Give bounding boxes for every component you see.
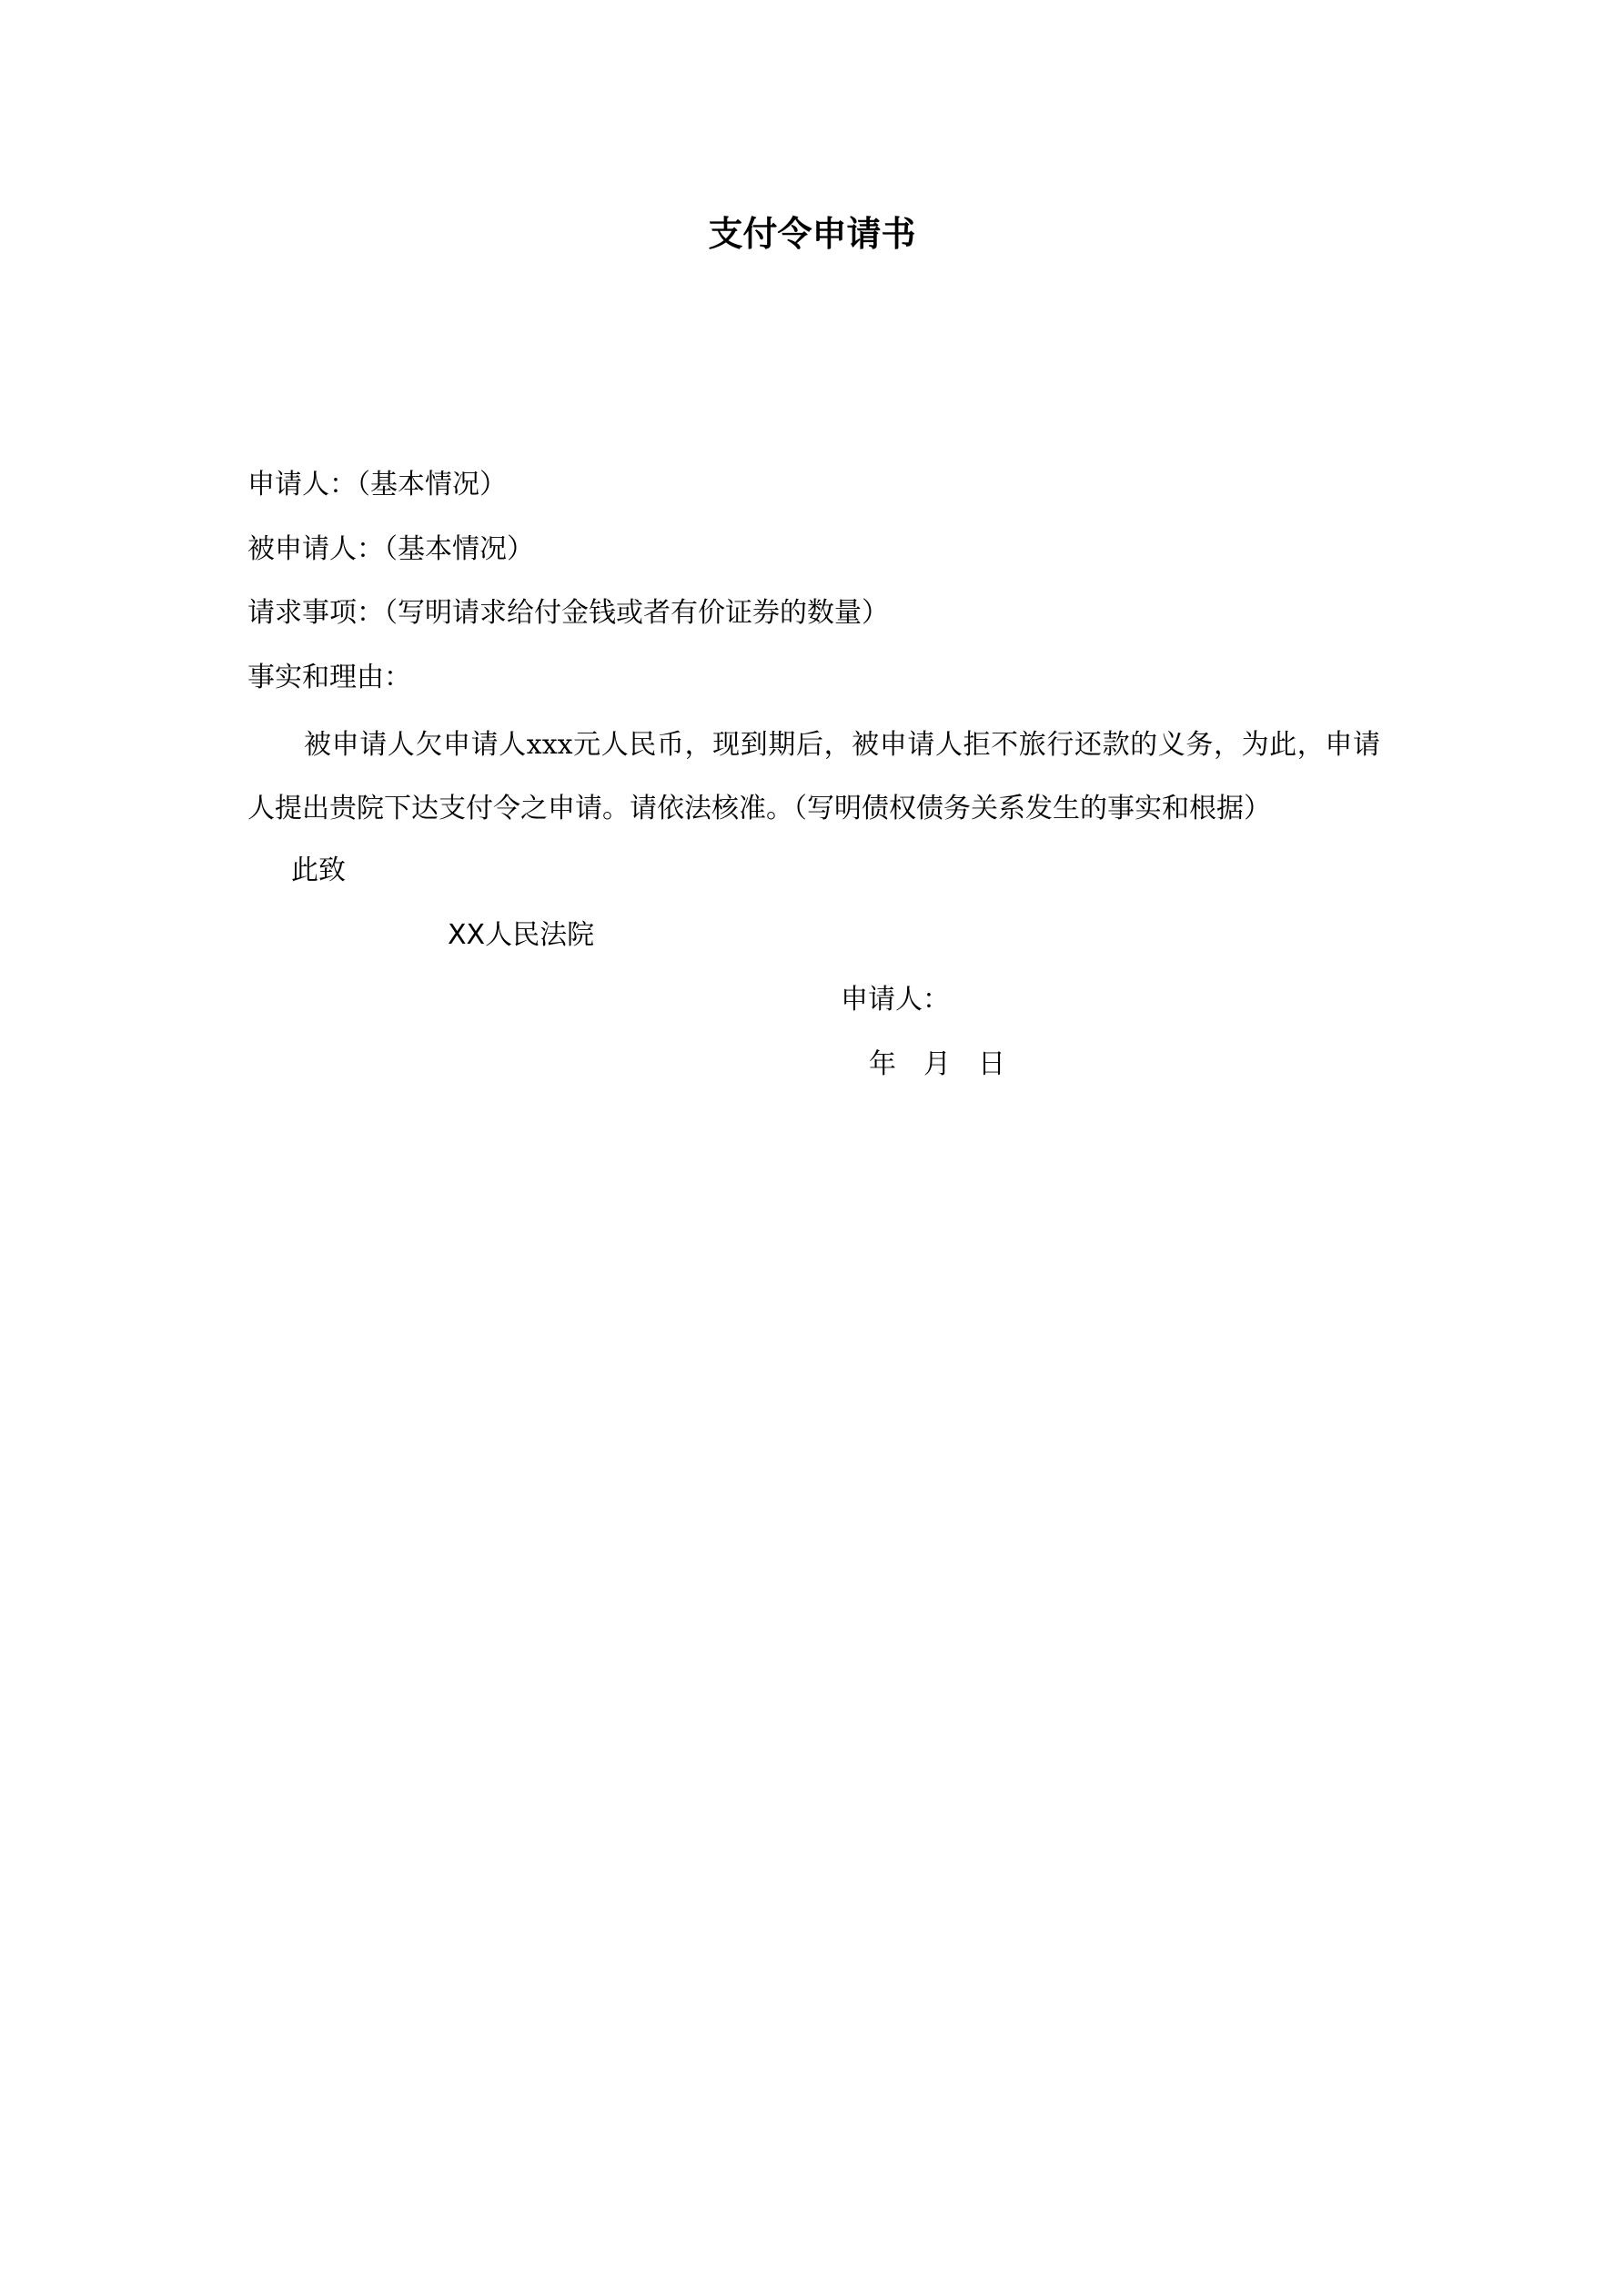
applicant-line: 申请人：（基本情况）	[247, 469, 507, 501]
salutation: 此致	[291, 855, 346, 886]
document-title: 支付令申请书	[708, 214, 916, 254]
facts-body: 被申请人欠申请人xxx元人民币，现到期后，被申请人拒不旅行还款的义务，为此，申请人提出贵院下达支付令之申请。请依法核准。（写明债权债务关系发生的事实和根据）	[247, 729, 1380, 824]
court-name: XX人民法院	[448, 919, 595, 951]
date-line: 年 月 日	[869, 1048, 1005, 1080]
facts-heading: 事实和理由：	[247, 662, 411, 693]
respondent-line: 被申请人：（基本情况）	[247, 533, 534, 565]
signature-label: 申请人：	[841, 984, 950, 1016]
claims-line: 请求事项：（写明请求给付金钱或者有价证券的数量）	[247, 597, 889, 629]
